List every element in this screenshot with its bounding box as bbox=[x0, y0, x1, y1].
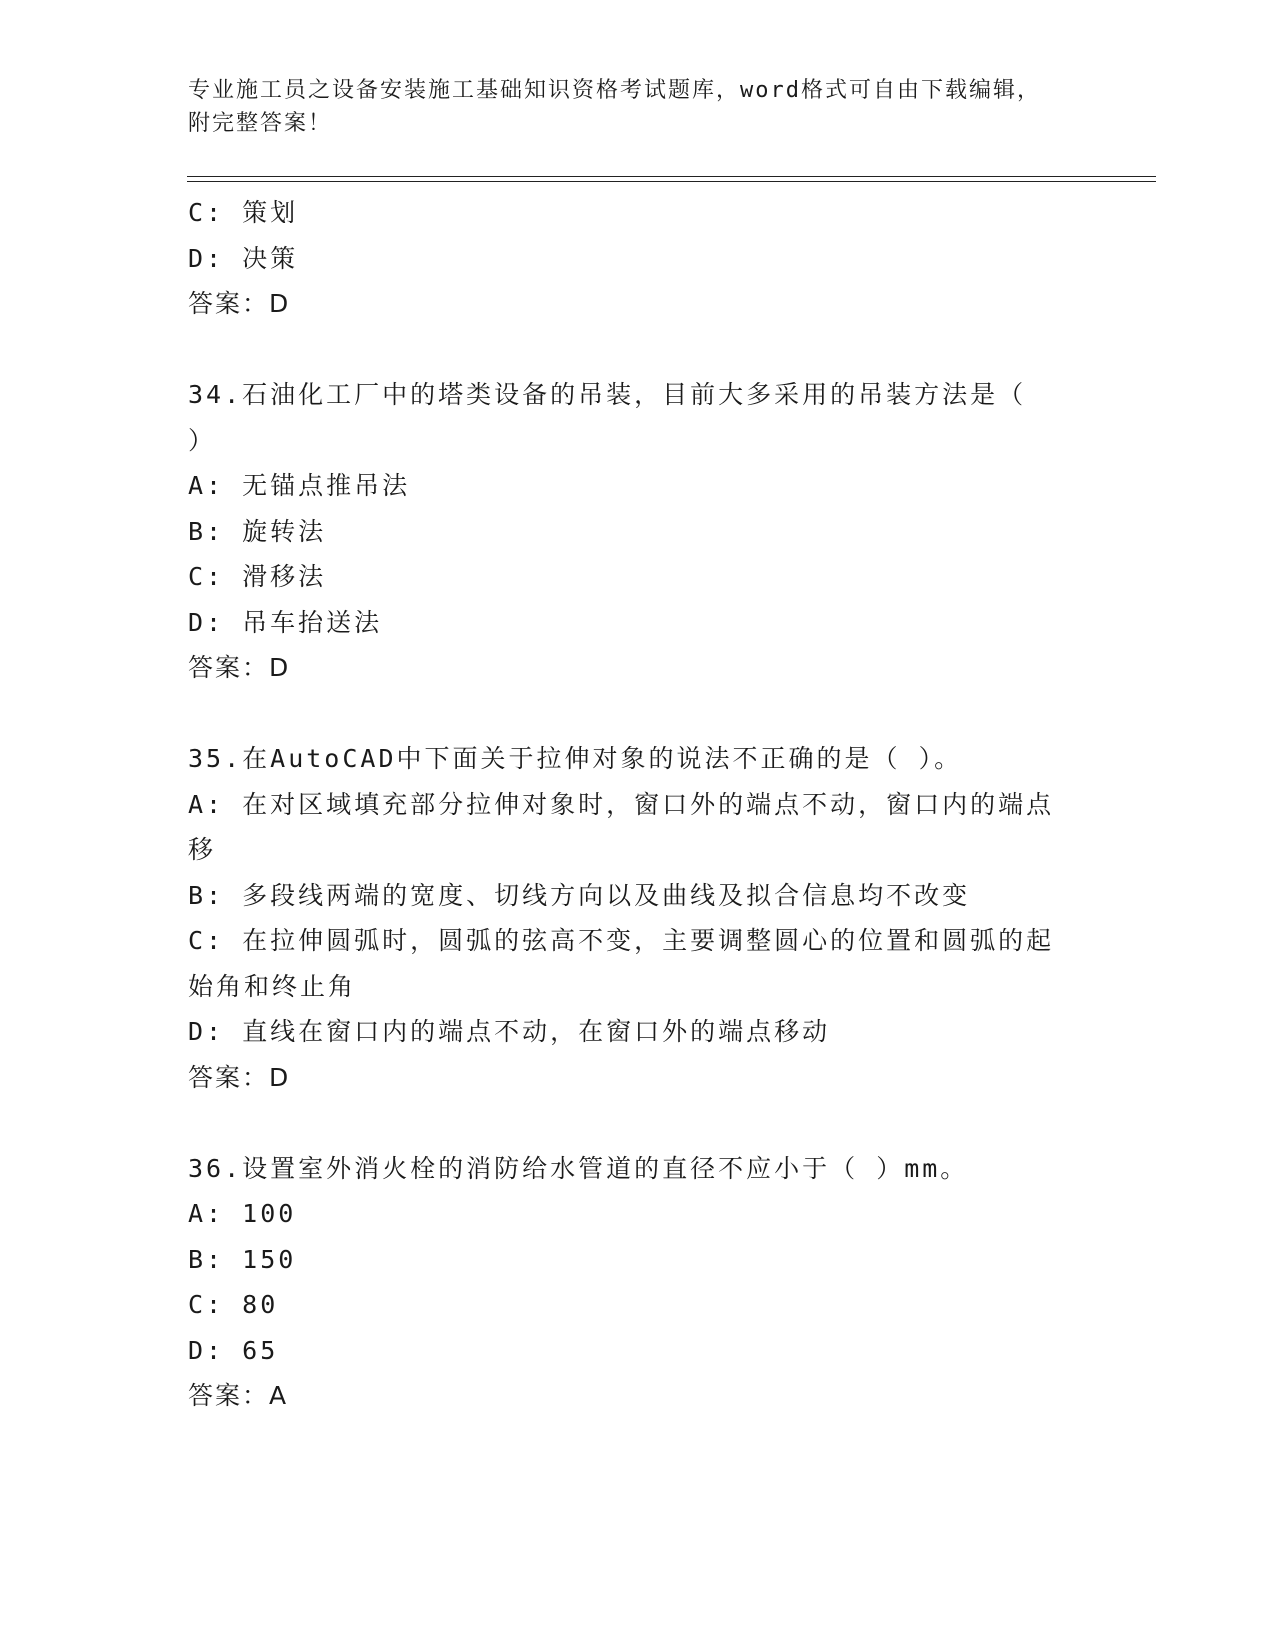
option-c: C: 80 bbox=[188, 1290, 279, 1319]
header-line-1: 专业施工员之设备安装施工基础知识资格考试题库，word格式可自由下载编辑， bbox=[188, 78, 1041, 103]
spacer bbox=[188, 691, 1088, 737]
answer: 答案：A bbox=[188, 1381, 289, 1410]
question-stem: 34.石油化工厂中的塔类设备的吊装，目前大多采用的吊装方法是（ bbox=[188, 380, 1027, 409]
question-34 bbox=[188, 372, 1088, 691]
answer: 答案：D bbox=[188, 289, 291, 318]
question-35 bbox=[188, 736, 1088, 1100]
header-line-2: 附完整答案！ bbox=[188, 111, 333, 136]
option-d: D: 65 bbox=[188, 1335, 279, 1365]
option-b: B: 150 bbox=[188, 1244, 297, 1274]
spacer bbox=[188, 327, 1088, 373]
header-divider-bottom bbox=[187, 181, 1156, 182]
spacer bbox=[188, 1100, 1088, 1146]
option-a: A: 在对区域填充部分拉伸对象时，窗口外的端点不动，窗口内的端点 bbox=[188, 789, 1055, 819]
document-header bbox=[188, 74, 1088, 140]
option-d: D: 直线在窗口内的端点不动，在窗口外的端点移动 bbox=[188, 1017, 831, 1046]
previous-question-tail bbox=[188, 190, 1088, 327]
option-a-continued: 移 bbox=[188, 835, 217, 864]
question-36 bbox=[188, 1146, 1088, 1419]
question-stem: 35.在AutoCAD中下面关于拉伸对象的说法不正确的是（ ）。 bbox=[188, 744, 963, 773]
answer: 答案：D bbox=[188, 653, 291, 682]
option-b: B: 多段线两端的宽度、切线方向以及曲线及拟合信息均不改变 bbox=[188, 880, 971, 910]
question-stem: 36.设置室外消火栓的消防给水管道的直径不应小于（ ）mm。 bbox=[188, 1153, 969, 1183]
option-a: A: 无锚点推吊法 bbox=[188, 471, 411, 500]
header-divider-top bbox=[187, 176, 1156, 177]
option-d: D: 吊车抬送法 bbox=[188, 607, 383, 637]
question-stem-continued: ） bbox=[188, 425, 217, 455]
option-c: C: 在拉伸圆弧时，圆弧的弦高不变，主要调整圆心的位置和圆弧的起 bbox=[188, 926, 1055, 955]
option-c: C: 策划 bbox=[188, 198, 299, 227]
option-c-continued: 始角和终止角 bbox=[188, 971, 357, 1001]
question-list bbox=[188, 190, 1088, 1419]
option-b: B: 旋转法 bbox=[188, 516, 327, 546]
option-c: C: 滑移法 bbox=[188, 562, 327, 591]
answer: 答案：D bbox=[188, 1062, 291, 1092]
option-a: A: 100 bbox=[188, 1199, 297, 1228]
option-d: D: 决策 bbox=[188, 243, 299, 273]
